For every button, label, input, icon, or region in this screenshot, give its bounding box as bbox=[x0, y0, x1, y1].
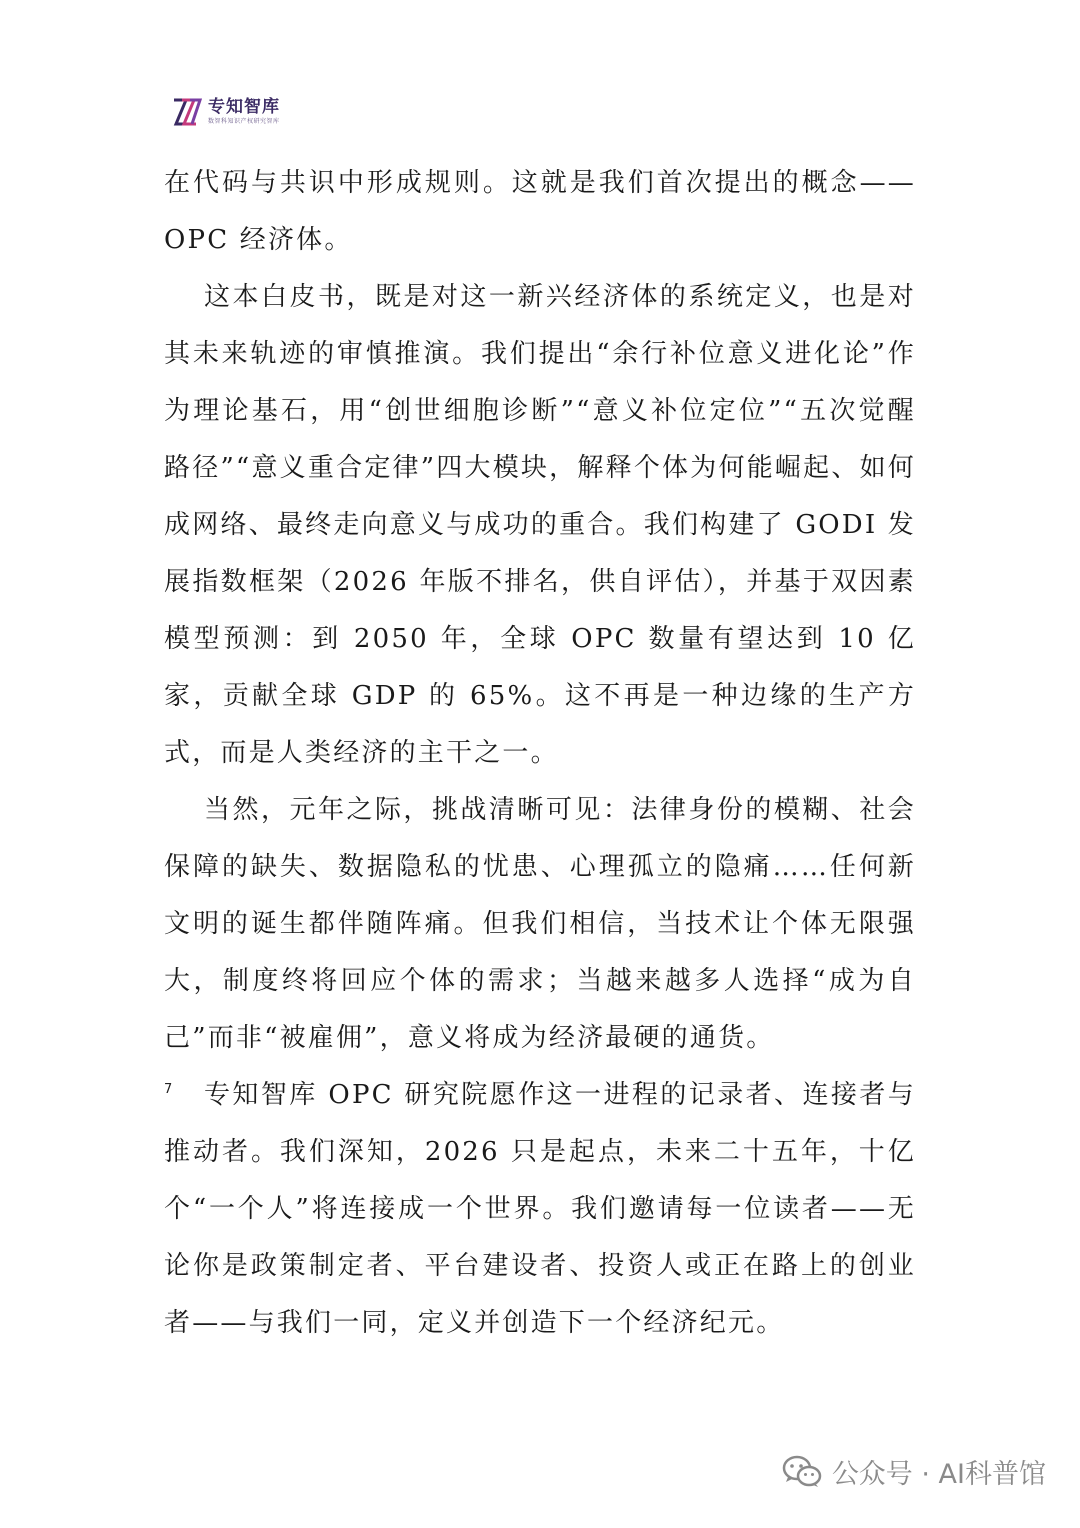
paragraph-whitepaper-overview: 这本白皮书，既是对这一新兴经济体的系统定义，也是对其未来轨迹的审慎推演。我们提出“余行补位意义进化论”作为理论基石，用“创世细胞诊断”“意义补位定位”“五次觉醒路径”“意义重合定律”四大模块，解释个体为何能崛起、如何成网络、最终走向意义与成功的重合。我们构建了 GODI 发展指数框架（2026 年版不排名，供自评估），并基于双因素模型预测：到 2050 年，全球 OPC 数量有望达到 10 亿家，贡献全球 GDP 的 65%。这不再是一种边缘的生产方式，而是人类经济的主干之一。 bbox=[164, 282, 916, 768]
wechat-watermark bbox=[782, 1452, 1046, 1491]
paragraph-challenges: 当然，元年之际，挑战清晰可见：法律身份的模糊、社会保障的缺失、数据隐私的忧患、心理孤立的隐痛……任何新文明的诞生都伴随阵痛。但我们相信，当技术让个体无限强大，制度终将回应个体的需求；当越来越多人选择“成为自己”而非“被雇佣”，意义将成为经济最硬的通货。 bbox=[164, 795, 916, 1053]
page-number: 7 bbox=[164, 1082, 173, 1097]
brand-block bbox=[208, 99, 280, 125]
document-header bbox=[172, 96, 280, 128]
paragraph-invitation: 专知智库 OPC 研究院愿作这一进程的记录者、连接者与推动者。我们深知，2026 只是起点，未来二十五年，十亿个“一个人”将连接成一个世界。我们邀请每一位读者——无论你是政策制定者、平台建设者、投资人或正在路上的创业者——与我们一同，定义并创造下一个经济纪元。 bbox=[164, 1080, 916, 1338]
paragraph-continued: 在代码与共识中形成规则。这就是我们首次提出的概念——OPC 经济体。 bbox=[164, 168, 916, 255]
brand-name: 专知智库 bbox=[208, 97, 280, 117]
zhuanzhi-logo-icon bbox=[172, 96, 202, 128]
brand-subtitle: 数智科知识产权研究智库 bbox=[208, 118, 280, 125]
document-body bbox=[164, 155, 916, 1352]
wechat-icon bbox=[782, 1455, 822, 1489]
watermark-text: 公众号 · AI科普馆 bbox=[831, 1459, 1046, 1490]
